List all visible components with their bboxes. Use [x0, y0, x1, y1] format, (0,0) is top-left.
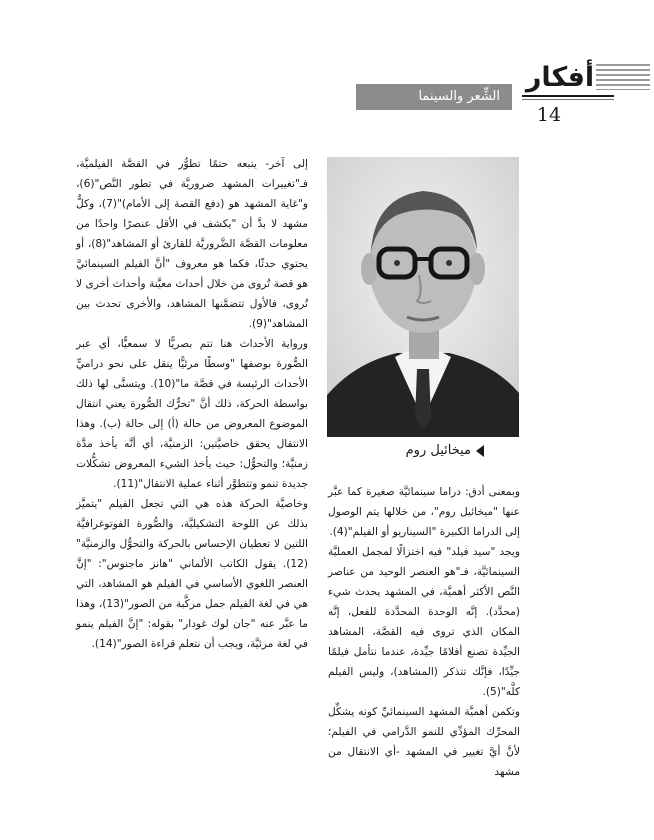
section-title: الشِّعر والسينما: [356, 84, 512, 110]
article-column-right: [328, 482, 520, 782]
caption-arrow-icon: [476, 445, 484, 457]
page-number: 14: [536, 104, 562, 126]
logo-stripes: [596, 64, 650, 90]
caption-text: ميخائيل روم: [405, 443, 471, 458]
photo-caption: [380, 440, 484, 462]
paragraph: ويجد "سيد فيلد" فيه اختزالًا لمجمل العمليَّة السينمائيَّة، فـ"هو العنصر الوحيد من عناصر النَّص الأكثر أهميَّة، في المشهد يحدث شيء (محدَّد). إنَّه الوحدة المحدَّدة للفعل، إنَّه المكان الذي تروى فيه القصَّة، المشاهد الجيِّدة تصنع أفلامًا جيِّدة، عندما نتأمل فيلمًا جيِّدًا، فإنَّك تتذكر (المشاهد)، وليس الفيلم كلَّه"(5).: [328, 546, 520, 698]
paragraph: إلى آخر- يتبعه حتمًا تطوُّر في القصَّة الفيلميَّة، فـ"تغييرات المشهد ضروريَّة في تطور النَّص"(6)، و"غاية المشهد هو (دفع القصة إلى الأمام)"(7)، وكلُّ مشهد لا بدَّ أن "يكشف في الأقل عنصرًا واحدًا من معلومات القصَّة الضَّروريَّة للقارئ أو المشاهد"(8)، أو يحتوي حدثًا، فكما هو معروف "أنَّ الفيلم السينمائيَّ هو قصة تُروى من خلال أحداث معيَّنة وأحداث أخرى لا تُروى، فالأول تتضمَّنها المشاهد، والأخرى تحدث بين المشاهد"(9).: [76, 158, 309, 330]
paragraph: ورواية الأحداث هنا تتم بصريًّا لا سمعيًّا، أي عبر الصُّورة بوصفها "وسطًا مرئيًّا ينقل على نحو دراميٍّ الأحداث الرئيسة في قصَّة ما"(10). ويتسنَّى لها ذلك بواسطة الحركة، ذلك أنَّ "تحرُّك الصُّورة يعني انتقال الموضوع المعروض من حالة (أ) إلى حالة (ب). وهذا الانتقال يحقق خاصيَّتين: الزمنيَّة، أي أنَّه يأخذ مدَّة زمنيَّة؛ والتحوُّل: حيث يأخذ الشيء المعروض تشكُّلات جديدة تنمو وتتطوَّر أثناء عملية الانتقال"(11).: [76, 338, 308, 490]
paragraph: وبمعنى أدق: دراما سينمائيَّة صغيرة كما عبَّر عنها "ميخائيل روم"، من خلالها يتم الوصول إلى الدراما الكبيرة "السيناريو أو الفيلم"(4).: [328, 486, 520, 538]
paragraph: وتكمن أهميَّة المشهد السينمائيِّ كونه يشكِّل المحرِّك المؤدِّي للنمو الدَّرامي في الفيلم؛ لأنَّ أيَّ تغيير في المشهد -أي الانتقال من مشهد: [328, 706, 520, 778]
paragraph: وخاصيَّة الحركة هذه هي التي تجعل الفيلم "يتميَّز بذلك عن اللوحة التشكيليَّة، والصُّورة الفوتوغرافيَّة اللتين لا تعطيان الإحساس بالحركة والتحوُّل والزمنيَّة"(12). يقول الكاتب الألماني "هانز ماجنوس": "إنَّ العنصر اللغوي الأساسي في الفيلم هو المشاهد، التي هي في لغة الفيلم جمل مركَّبة من الصور"(13)، وهذا ما عبَّر عنه "جان لوك غودار" بقوله: "إنَّ الفيلم ينمو في لغة مرئيَّة، ويجب أن نتعلم قراءة الصور"(14).: [76, 498, 308, 650]
portrait-photo: [327, 157, 519, 437]
magazine-logo: أفكار: [525, 62, 595, 93]
article-column-left: [76, 154, 308, 654]
portrait-illustration: [327, 157, 519, 437]
logo-rule: [522, 95, 614, 97]
